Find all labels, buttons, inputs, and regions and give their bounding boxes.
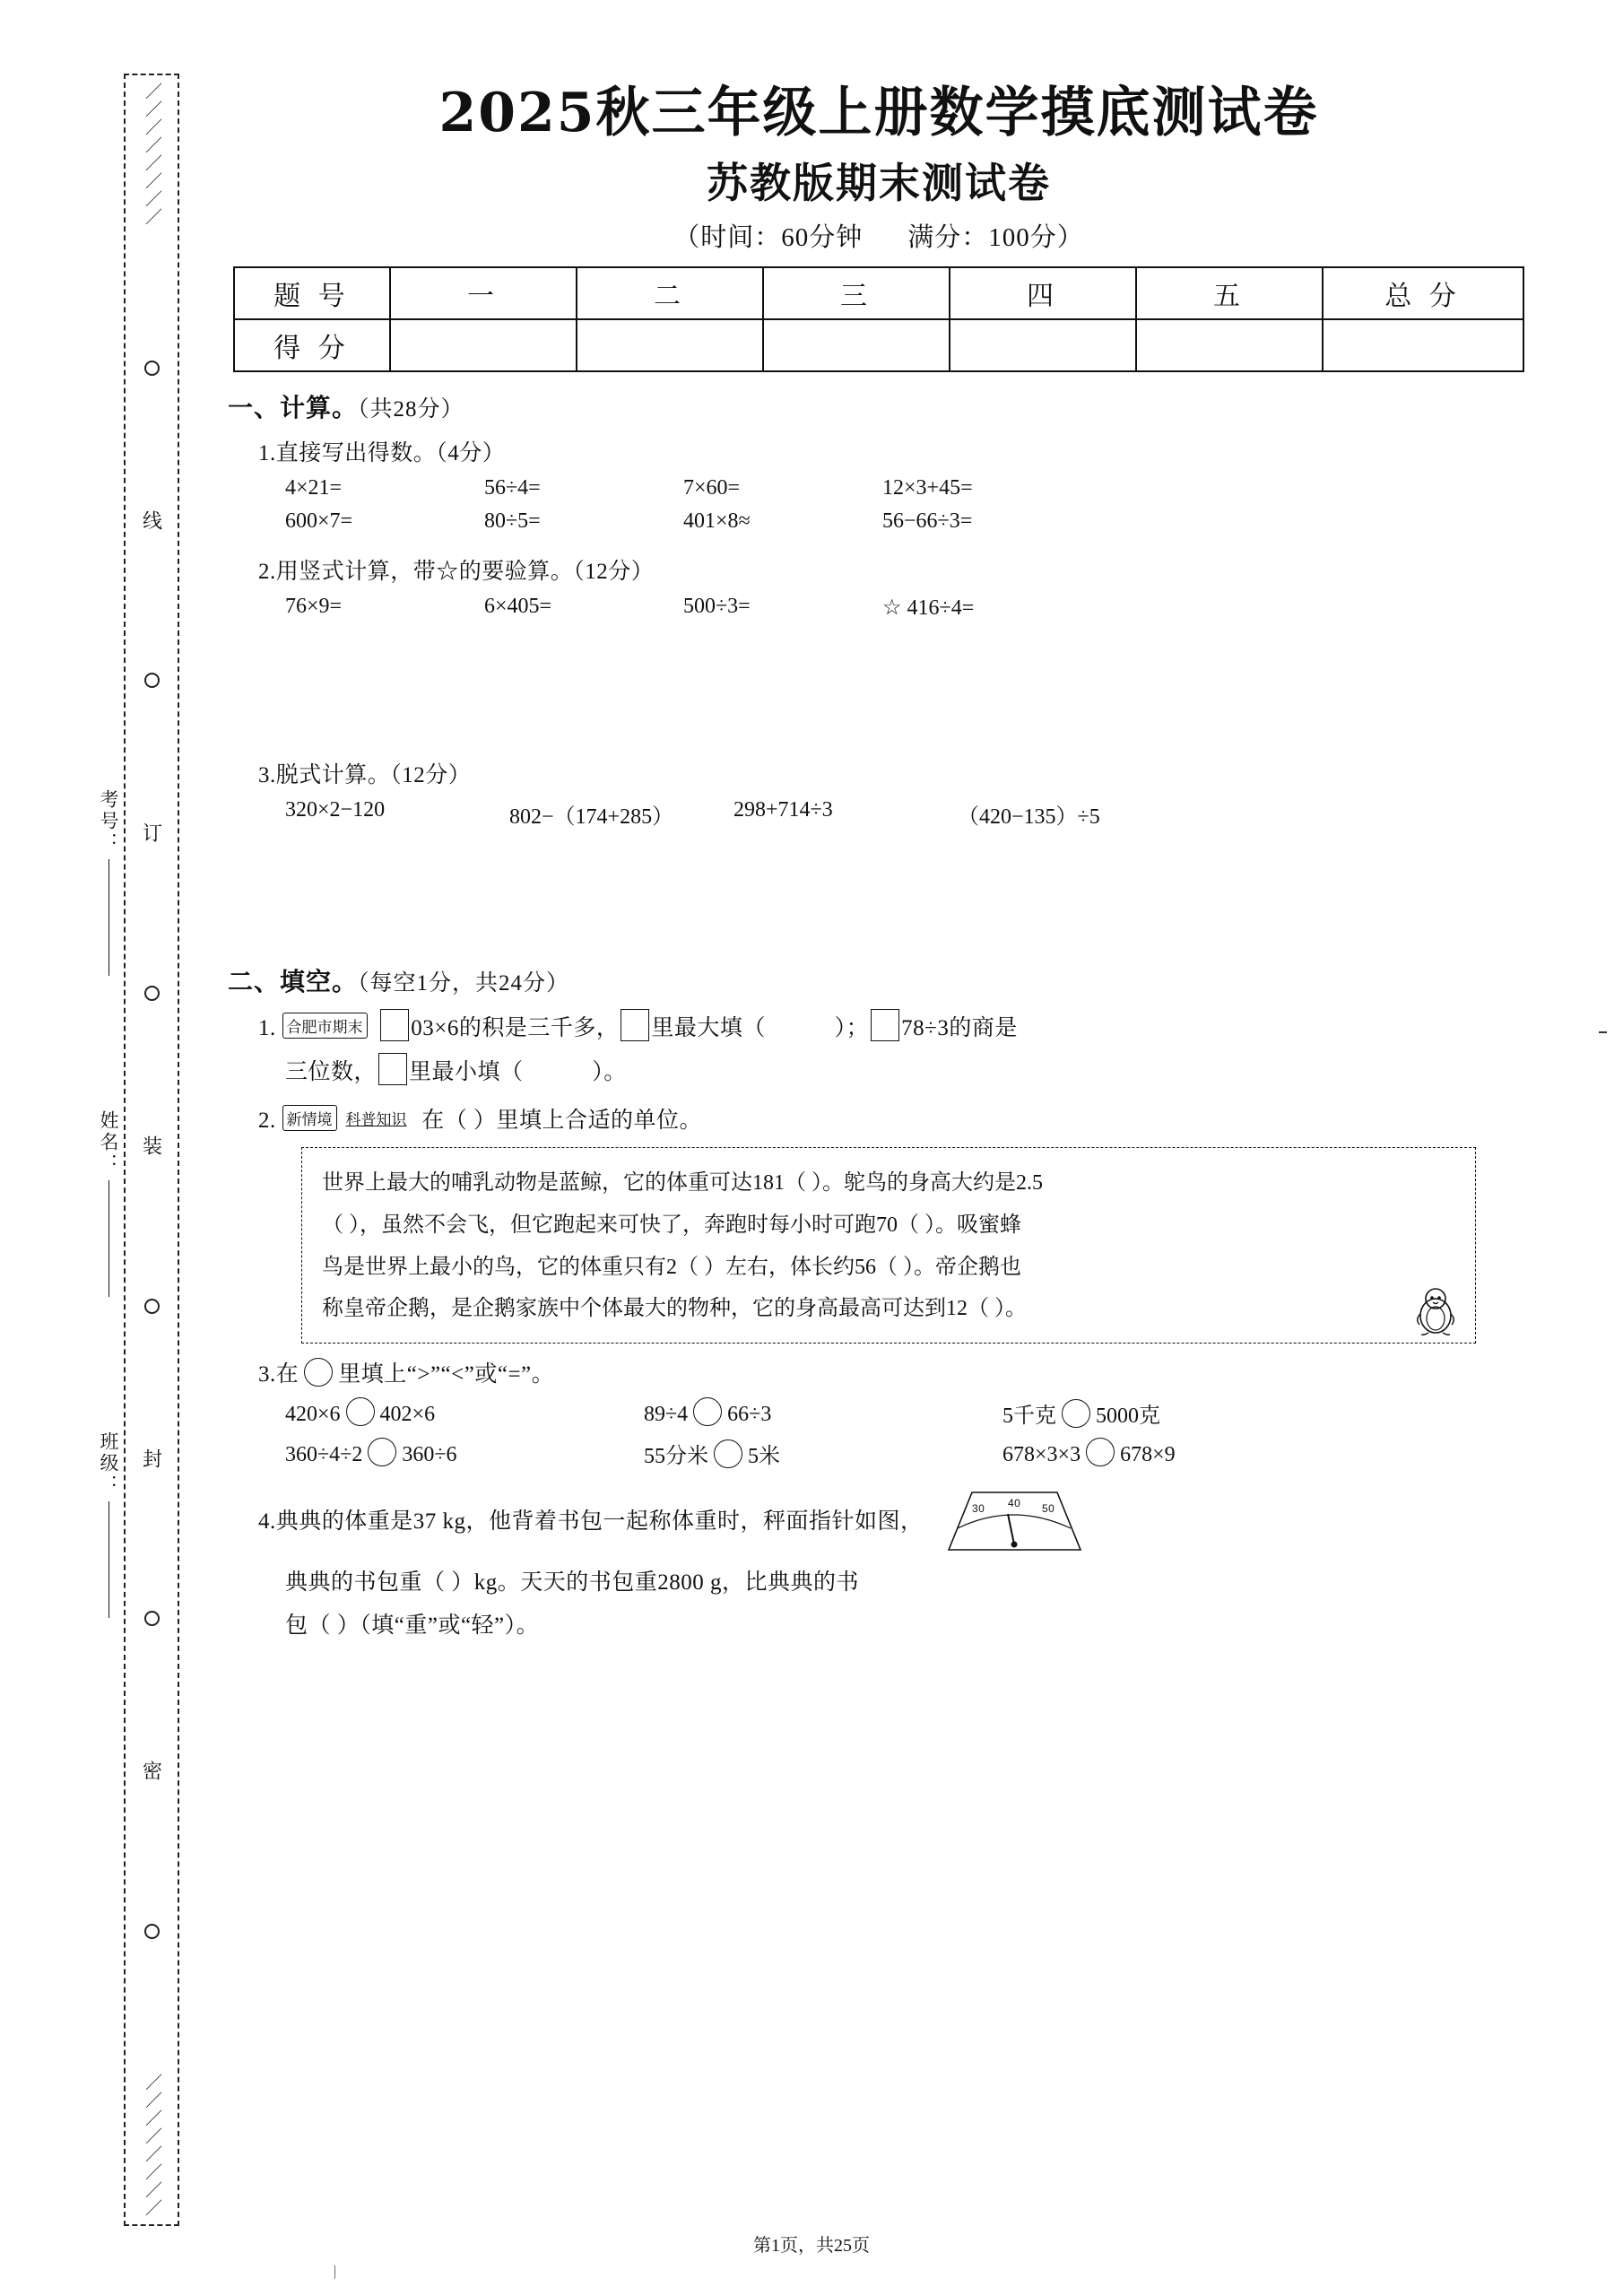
expr: 401×8≈: [683, 509, 751, 533]
expr: 12×3+45=: [882, 476, 973, 500]
work-area-vertical-calc[interactable]: [215, 630, 1542, 746]
seal-word-zhuang: 装: [140, 1135, 163, 1164]
info-class-label: 班级：: [98, 1431, 119, 1496]
score-cell-3[interactable]: [763, 319, 950, 371]
q2-1-text-a: 03×6的积是三千多，: [411, 1016, 620, 1040]
score-col-4: 四: [950, 267, 1136, 319]
compare-left: 89÷4: [644, 1403, 689, 1427]
question-number: 2.: [258, 1109, 276, 1133]
compare-right: 402×6: [379, 1403, 436, 1427]
compare-left: 5千克: [1002, 1405, 1056, 1429]
compare-item: [285, 1438, 644, 1469]
score-row-label-score: 得 分: [234, 319, 390, 371]
info-name: [86, 1110, 122, 1297]
fill-box[interactable]: [871, 1009, 899, 1041]
info-rule: [108, 859, 109, 976]
score-col-3: 三: [763, 267, 950, 319]
compare-item: [1002, 1438, 1361, 1469]
question-2-1-line2: [285, 1053, 1542, 1086]
question-2-4-line-2: 典典的书包重（ ）kg。天天的书包重2800 g，比典典的书: [285, 1570, 860, 1596]
seal-slashes-bottom: ／／／／／／／／: [142, 2073, 161, 2217]
passage-line: 鸟是世界上最小的鸟，它的体重只有2（ ）左右，体长约56（ ）。帝企鹅也: [322, 1255, 1021, 1279]
fill-box[interactable]: [378, 1053, 407, 1085]
info-exam-number-label: 考号：: [98, 789, 119, 854]
page-footer: 第1页，共25页: [753, 2236, 870, 2256]
fill-circle[interactable]: [1086, 1438, 1115, 1466]
seal-word-mi: 密: [140, 1761, 163, 1790]
question-2-1: [258, 1009, 1542, 1042]
question-1-1-row-2: [285, 509, 1542, 534]
seal-strip: [135, 83, 169, 2217]
unit-fill-passage-box: [301, 1147, 1476, 1344]
q2-1-line2-c: ）。: [592, 1060, 627, 1084]
main-content: [215, 81, 1542, 1647]
compare-left: 360÷4÷2: [285, 1443, 363, 1467]
question-1-1-label: 1.直接写出得数。（4分）: [258, 441, 506, 465]
compare-item: [644, 1397, 1002, 1429]
info-rule: [108, 1501, 109, 1618]
exam-meta: [215, 217, 1542, 254]
expr: 298+714÷3: [733, 798, 833, 822]
fill-circle[interactable]: [346, 1397, 375, 1426]
question-2-4-line-1: [258, 1483, 1542, 1553]
question-2-3-row-1: [285, 1397, 1542, 1429]
expr: 56−66÷3=: [882, 509, 973, 533]
seal-dot: [144, 1299, 160, 1314]
score-cell-5[interactable]: [1136, 319, 1323, 371]
compare-left: 678×3×3: [1002, 1443, 1081, 1467]
section-2-note: （每空1分，共24分）: [358, 971, 570, 996]
score-cell-1[interactable]: [390, 319, 577, 371]
expr: 80÷5=: [484, 509, 541, 533]
section-2-title: [228, 962, 1542, 998]
expr: 600×7=: [285, 509, 353, 533]
passage-line: 世界上最大的哺乳动物是蓝鲸，它的体重可达181（ ）。鸵鸟的身高大约是2.5: [322, 1171, 1043, 1195]
score-col-1: 一: [390, 267, 577, 319]
scale-dial-icon: [936, 1483, 1093, 1553]
score-table: [233, 266, 1524, 372]
source-tag-hefei: 合肥市期末: [282, 1013, 368, 1039]
question-number: 1.: [258, 1016, 276, 1040]
print-tick: |: [334, 2264, 337, 2279]
score-col-2: 二: [577, 267, 763, 319]
question-1-3-items: [285, 798, 1542, 830]
compare-item: [285, 1397, 644, 1429]
seal-dot: [144, 986, 160, 1001]
q2-1-text-c: ）；: [834, 1016, 870, 1040]
compare-item: [1002, 1397, 1361, 1429]
exam-full-score: 满分：100分）: [907, 223, 1084, 252]
score-col-total: 总 分: [1323, 267, 1523, 319]
q2-1-line2-b: 里最小填（: [409, 1060, 524, 1084]
q2-1-line2-a: 三位数，: [285, 1060, 378, 1084]
question-1-2-label: 2.用竖式计算，带☆的要验算。（12分）: [258, 560, 655, 584]
question-2-3: [258, 1356, 1542, 1388]
svg-text:30: 30: [972, 1502, 985, 1516]
fill-circle[interactable]: [714, 1439, 742, 1468]
q2-3-label-b: 里填上“>”“<”或“=”。: [338, 1362, 555, 1387]
expr: （420−135）÷5: [958, 805, 1100, 829]
exam-time: （时间：60分钟: [673, 223, 864, 252]
table-row: [234, 319, 1523, 371]
section-2-heading: 二、填空。: [228, 967, 359, 996]
score-row-label-number: 题 号: [234, 267, 390, 319]
section-1-title: [228, 388, 1542, 424]
score-cell-4[interactable]: [950, 319, 1136, 371]
q2-4-text-1: 4.典典的体重是37 kg，他背着书包一起称体重时，秤面指针如图，: [258, 1509, 924, 1535]
seal-word-ding: 订: [140, 822, 163, 852]
compare-left: 420×6: [285, 1403, 341, 1427]
seal-dot: [144, 1924, 160, 1939]
info-name-label: 姓名：: [98, 1110, 119, 1175]
svg-text:40: 40: [1008, 1497, 1021, 1510]
fill-box[interactable]: [621, 1009, 649, 1041]
expr: 7×60=: [683, 476, 741, 500]
svg-text:50: 50: [1042, 1502, 1055, 1516]
q2-1-text-d: 78÷3的商是: [901, 1016, 1018, 1040]
seal-dot: [144, 1611, 160, 1626]
section-1-note: （共28分）: [358, 397, 464, 422]
expr: 76×9=: [285, 595, 343, 618]
fill-circle[interactable]: [368, 1438, 396, 1466]
compare-right: 5米: [748, 1445, 780, 1469]
expr: 4×21=: [285, 476, 343, 500]
info-rule: [108, 1180, 109, 1297]
page-subtitle: 苏教版期末测试卷: [707, 159, 1051, 207]
compare-left: 55分米: [644, 1445, 708, 1469]
question-1-1-row-1: [285, 476, 1542, 500]
score-cell-total[interactable]: [1323, 319, 1523, 371]
expr: 802−（174+285）: [509, 805, 674, 829]
seal-dot: [144, 361, 160, 376]
edge-tick-mark: [1599, 1031, 1607, 1033]
page-title: 2025秋三年级上册数学摸底测试卷: [438, 82, 1319, 144]
student-info: [86, 789, 122, 1618]
q2-3-label-a: 3.在: [258, 1362, 299, 1387]
passage-line: （ ），虽然不会飞，但它跑起来可快了，奔跑时每小时可跑70（ ）。吸蜜蜂: [322, 1213, 1021, 1237]
source-tag-science: 科普知识: [345, 1111, 407, 1128]
expr: 500÷3=: [683, 595, 751, 618]
question-2-2: [258, 1102, 1542, 1135]
question-1-2-items: [285, 595, 1542, 621]
fill-circle[interactable]: [304, 1358, 333, 1387]
q2-2-text: 在（ ）里填上合适的单位。: [421, 1109, 703, 1133]
question-2-3-row-2: [285, 1438, 1542, 1469]
question-2-4-line-3: 包（ ）（填“重”或“轻”）。: [285, 1613, 540, 1639]
section-1-heading: 一、计算。: [228, 393, 359, 422]
passage-line: 称皇帝企鹅，是企鹅家族中个体最大的物种，它的身高最高可达到12（ ）。: [322, 1297, 1027, 1321]
fill-box[interactable]: [380, 1009, 409, 1041]
penguin-icon: [1412, 1285, 1459, 1335]
seal-word-line: 线: [140, 509, 163, 539]
expr: 6×405=: [484, 595, 552, 618]
compare-right: 66÷3: [727, 1403, 772, 1427]
compare-right: 678×9: [1120, 1443, 1176, 1467]
fill-circle[interactable]: [693, 1397, 722, 1426]
info-class: [86, 1431, 122, 1618]
fill-circle[interactable]: [1062, 1399, 1090, 1428]
seal-slashes-top: ／／／／／／／／: [142, 83, 161, 226]
compare-right: 5000克: [1096, 1405, 1160, 1429]
score-col-5: 五: [1136, 267, 1323, 319]
q2-1-text-b: 里最大填（: [651, 1016, 766, 1040]
seal-dot: [144, 673, 160, 688]
source-tag-new-context: 新情境: [282, 1105, 337, 1131]
expr: 56÷4=: [484, 476, 541, 500]
seal-word-feng: 封: [140, 1448, 163, 1477]
compare-right: 360÷6: [402, 1443, 457, 1467]
score-cell-2[interactable]: [577, 319, 763, 371]
question-1-3-label: 3.脱式计算。（12分）: [258, 763, 472, 787]
expr: ☆ 416÷4=: [882, 596, 975, 620]
info-exam-number: [86, 789, 122, 976]
compare-item: [644, 1438, 1002, 1469]
work-area-stepwise-calc[interactable]: [215, 839, 1542, 946]
expr: 320×2−120: [285, 798, 386, 822]
table-row: [234, 267, 1523, 319]
